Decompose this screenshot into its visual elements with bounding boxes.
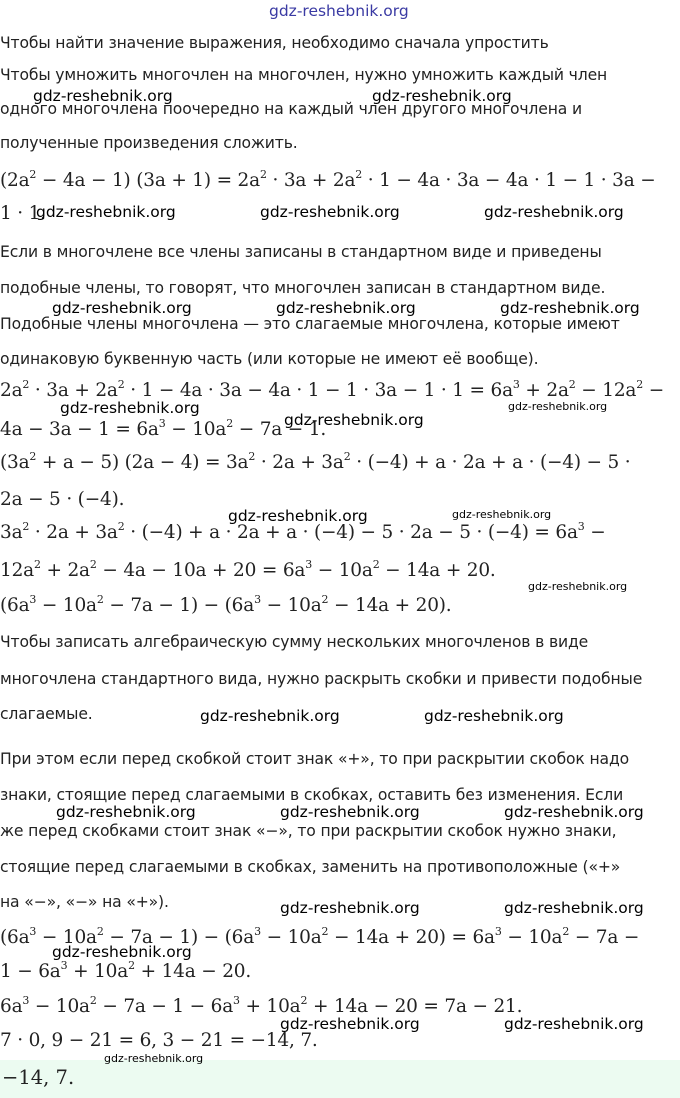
text-line: знаки, стоящие перед слагаемыми в скобках, оставить без изменения. Если	[0, 786, 624, 804]
text-line: Если в многочлене все члены записаны в стандартном виде и приведены	[0, 243, 602, 261]
text-line: При этом если перед скобкой стоит знак «+», то при раскрытии скобок надо	[0, 750, 629, 768]
math-line: 7 · 0, 9 − 21 = 6, 3 − 21 = −14, 7.	[0, 1030, 318, 1051]
watermark: gdz-reshebnik.org	[104, 1052, 204, 1065]
watermark: gdz-reshebnik.org	[508, 400, 608, 413]
watermark: gdz-reshebnik.org	[452, 508, 552, 521]
math-line: $(3a^2 + a - 5) (2a - 4) = 3a^2 \cdot 2a + 3a^2 \cdot (-4) + a \cdot 2a + a \cdot (-4) - 5$ ·	[0, 450, 631, 473]
math-line: $4a - 3a - 1 = 6a^3 - 10a^2 - 7a - 1$.	[0, 417, 327, 440]
math-line: $6a^3 - 10a^2 - 7a - 1 - 6a^3 + 10a^2 + 14a - 20 = 7a - 21$.	[0, 994, 523, 1017]
text-line: стоящие перед слагаемыми в скобках, заменить на противоположные («+»	[0, 858, 621, 876]
watermark: gdz-reshebnik.org	[528, 580, 628, 593]
watermark: gdz-reshebnik.org	[52, 299, 192, 317]
watermark: gdz-reshebnik.org	[276, 299, 416, 317]
watermark: gdz-reshebnik.org	[280, 803, 420, 821]
math-line: $(2a^2 - 4a - 1) (3a + 1) = 2a^2 \cdot 3a + 2a^2 \cdot 1 - 4a \cdot 3a - 4a \cdot 1 - 1 \cdot 3a$ −	[0, 168, 656, 191]
text-line: же перед скобками стоит знак «−», то при раскрытии скобок нужно знаки,	[0, 822, 617, 840]
text-line: Чтобы умножить многочлен на многочлен, нужно умножить каждый член	[0, 66, 608, 84]
answer-value: −14, 7.	[2, 1066, 75, 1089]
watermark: gdz-reshebnik.org	[284, 411, 424, 429]
text-line: подобные члены, то говорят, что многочлен записан в стандартном виде.	[0, 279, 606, 297]
text-line: слагаемые.	[0, 705, 93, 723]
watermark: gdz-reshebnik.org	[372, 87, 512, 105]
text-line: полученные произведения сложить.	[0, 134, 298, 152]
math-line: $2a^2 \cdot 3a + 2a^2 \cdot 1 - 4a \cdot 3a - 4a \cdot 1 - 1 \cdot 3a - 1 \cdot 1 = 6a^3 + 2a^2 - 12a^2$ −	[0, 378, 665, 401]
watermark: gdz-reshebnik.org	[228, 507, 368, 525]
watermark: gdz-reshebnik.org	[280, 1015, 420, 1033]
watermark: gdz-reshebnik.org	[280, 899, 420, 917]
text-line: одного многочлена поочередно на каждый член другого многочлена и	[0, 100, 582, 118]
text-line: Чтобы записать алгебраическую сумму нескольких многочленов в виде	[0, 633, 589, 651]
text-line: одинаковую буквенную часть (или которые не имеют её вообще).	[0, 350, 539, 368]
text-line: на «−», «−» на «+»).	[0, 893, 169, 911]
math-line: $(6a^3 - 10a^2 - 7a - 1) - (6a^3 - 10a^2 - 14a + 20)$.	[0, 593, 452, 616]
watermark: gdz-reshebnik.org	[500, 299, 640, 317]
watermark: gdz-reshebnik.org	[36, 203, 176, 221]
site-header-watermark: gdz-reshebnik.org	[269, 2, 409, 20]
watermark: gdz-reshebnik.org	[60, 399, 200, 417]
watermark: gdz-reshebnik.org	[260, 203, 400, 221]
watermark: gdz-reshebnik.org	[56, 803, 196, 821]
math-line: 1 · 1.	[0, 203, 46, 224]
watermark: gdz-reshebnik.org	[504, 1015, 644, 1033]
text-line: Чтобы найти значение выражения, необходимо сначала упростить	[0, 34, 549, 52]
math-line: $3a^2 \cdot 2a + 3a^2 \cdot (-4) + a \cdot 2a + a \cdot (-4) - 5 \cdot 2a - 5 \cdot (-4) = 6a^3$ −	[0, 520, 606, 543]
watermark: gdz-reshebnik.org	[52, 943, 192, 961]
watermark: gdz-reshebnik.org	[484, 203, 624, 221]
math-line: 2a − 5 · (−4).	[0, 489, 125, 510]
watermark: gdz-reshebnik.org	[33, 87, 173, 105]
math-line: $(6a^3 - 10a^2 - 7a - 1) - (6a^3 - 10a^2 - 14a + 20) = 6a^3 - 10a^2 - 7a$ −	[0, 925, 640, 948]
answer-box	[0, 1060, 680, 1098]
watermark: gdz-reshebnik.org	[200, 707, 340, 725]
math-line: $1 - 6a^3 + 10a^2 + 14a - 20$.	[0, 959, 252, 982]
text-line: Подобные члены многочлена — это слагаемые многочлена, которые имеют	[0, 315, 620, 333]
math-line: $12a^2 + 2a^2 - 4a - 10a + 20 = 6a^3 - 10a^2 - 14a + 20$.	[0, 558, 496, 581]
watermark: gdz-reshebnik.org	[424, 707, 564, 725]
watermark: gdz-reshebnik.org	[504, 899, 644, 917]
watermark: gdz-reshebnik.org	[504, 803, 644, 821]
text-line: многочлена стандартного вида, нужно раскрыть скобки и привести подобные	[0, 670, 643, 688]
